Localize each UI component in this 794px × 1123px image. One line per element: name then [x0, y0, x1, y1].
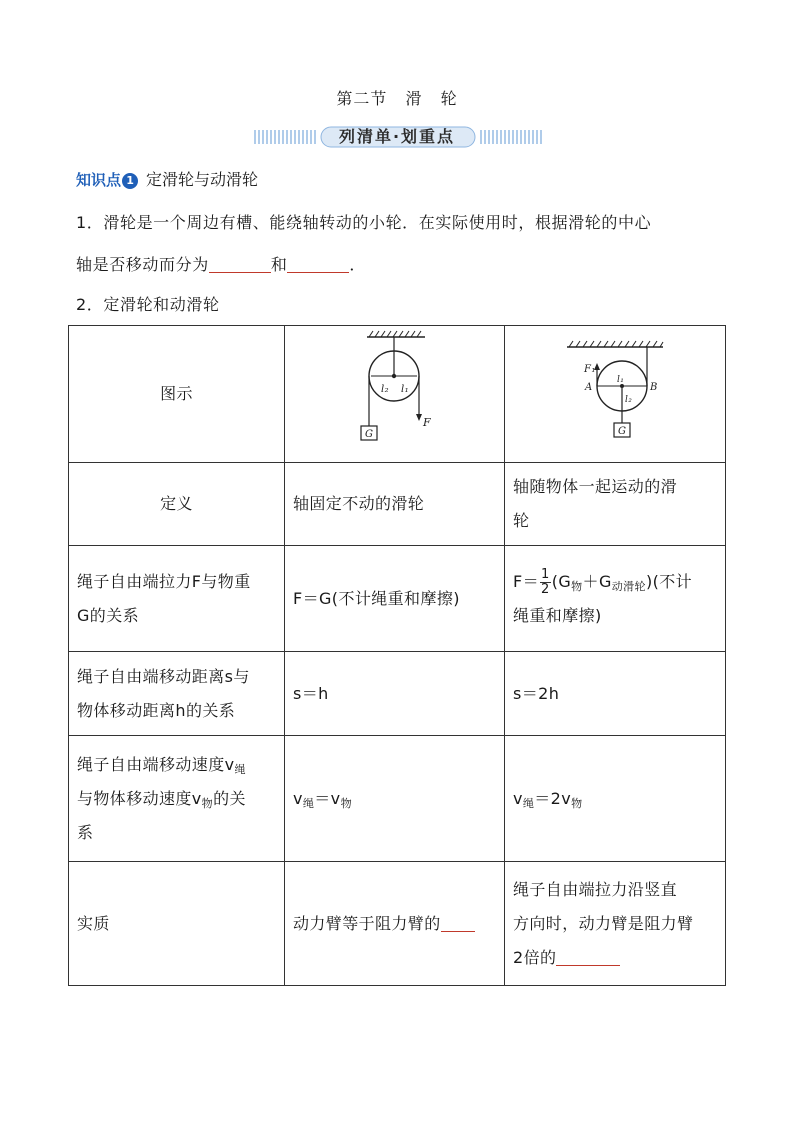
banner-label: 列清单·划重点 — [338, 127, 456, 146]
row-label-essence: 实质 — [69, 862, 285, 986]
essence-movable-line-1: 绳子自由端拉力沿竖直 — [513, 879, 678, 899]
speed-label-sub-object: 物 — [201, 796, 214, 810]
force-movable — [505, 546, 726, 652]
essence-movable-line-2: 方向时，动力臂是阻力臂 — [513, 913, 694, 933]
fixed-pulley-diagram-cell — [285, 326, 505, 463]
fixed-l2-label: l₂ — [381, 384, 390, 395]
paragraph-1-text-c: ． — [349, 255, 367, 274]
fixed-l1-label: l₁ — [401, 384, 410, 395]
row-label-speed — [69, 736, 285, 862]
force-formula-g-object: (G — [551, 571, 572, 591]
speed-label-text-3: 的关 — [213, 788, 246, 808]
paragraph-1-line-1: 1．滑轮是一个周边有槽、能绕轴转动的小轮．在实际使用时，根据滑轮的中心 — [76, 213, 652, 232]
movable-f1-label: F₁ — [584, 364, 596, 375]
table-row-speed — [69, 736, 726, 862]
table-row-definition — [69, 463, 726, 546]
movable-a-label: A — [585, 382, 593, 393]
movable-pulley-diagram — [505, 326, 725, 450]
knowledge-point-tag: 知识点 — [76, 171, 122, 189]
speed-label-text-2: 与物体移动速度v — [77, 788, 202, 808]
distance-label-line-2: 物体移动距离h的关系 — [77, 700, 236, 720]
knowledge-point-heading — [76, 169, 258, 191]
force-formula-g-pulley: ＋G — [582, 571, 612, 591]
essence-fixed-text: 动力臂等于阻力臂的 — [293, 913, 441, 933]
speed-fixed — [285, 736, 505, 862]
page-title — [0, 86, 794, 109]
force-movable-line-2: 绳重和摩擦) — [513, 605, 602, 625]
definition-movable — [505, 463, 726, 546]
section-label: 第二节 — [336, 89, 388, 108]
table-row-essence — [69, 862, 726, 986]
force-formula-prefix: F＝ — [513, 571, 540, 591]
speed-label-text-1: 绳子自由端移动速度v — [77, 754, 235, 774]
speed-label-line-3: 系 — [77, 822, 94, 842]
knowledge-point-number: 1 — [122, 173, 138, 189]
speed-fixed-v: v — [293, 788, 303, 808]
speed-movable-sub-object: 物 — [571, 796, 583, 810]
distance-movable: s＝2h — [505, 652, 726, 736]
table-row-distance — [69, 652, 726, 736]
force-label-line-2: G的关系 — [77, 605, 139, 625]
essence-movable — [505, 862, 726, 986]
distance-fixed: s＝h — [285, 652, 505, 736]
speed-movable-sub-rope: 绳 — [522, 796, 535, 810]
movable-l2-label: l₂ — [625, 395, 633, 405]
definition-fixed: 轴固定不动的滑轮 — [285, 463, 505, 546]
definition-movable-line-2: 轮 — [513, 511, 530, 530]
title-word-1: 滑 — [405, 89, 423, 108]
force-movable-line-1 — [513, 565, 717, 599]
essence-movable-text-3: 2倍的 — [513, 947, 557, 967]
speed-fixed-sub-rope: 绳 — [302, 796, 315, 810]
definition-movable-line-1: 轴随物体一起运动的滑 — [513, 477, 678, 496]
fill-blank-4[interactable] — [556, 947, 620, 966]
force-label-line-1: 绳子自由端拉力F与物重 — [77, 571, 251, 591]
pulley-comparison-table — [68, 325, 726, 986]
paragraph-1-line-2 — [76, 254, 366, 276]
paragraph-1-text-b: 和 — [270, 255, 288, 274]
speed-fixed-sub-object: 物 — [340, 796, 352, 810]
distance-label-line-1: 绳子自由端移动距离s与 — [77, 666, 250, 686]
row-label-force — [69, 546, 285, 652]
fixed-weight-label: G — [365, 429, 374, 440]
force-subscript-pulley: 动滑轮 — [611, 579, 646, 593]
fraction-one-half — [540, 568, 551, 597]
table-row-figure — [69, 326, 726, 463]
row-label-distance — [69, 652, 285, 736]
title-word-2: 轮 — [440, 89, 458, 108]
speed-movable — [505, 736, 726, 862]
row-label-figure: 图示 — [69, 326, 285, 463]
paragraph-2: 2．定滑轮和动滑轮 — [76, 295, 220, 314]
speed-fixed-eq: ＝v — [314, 788, 341, 808]
fixed-force-label: F — [423, 416, 432, 429]
fraction-numerator: 1 — [541, 566, 550, 582]
speed-label-sub-rope: 绳 — [234, 762, 246, 776]
speed-label-line-2 — [77, 782, 276, 816]
movable-weight-label: G — [618, 426, 627, 437]
fraction-denominator: 2 — [541, 581, 550, 597]
fill-blank-1[interactable] — [209, 254, 271, 273]
row-label-definition: 定义 — [69, 463, 285, 546]
knowledge-point-title: 定滑轮与动滑轮 — [146, 170, 259, 189]
movable-l1-label: l₁ — [617, 375, 625, 385]
speed-movable-v: v — [513, 788, 523, 808]
essence-fixed — [285, 862, 505, 986]
fixed-pulley-diagram — [285, 326, 504, 450]
fill-blank-2[interactable] — [287, 254, 349, 273]
speed-movable-eq: ＝2v — [534, 788, 572, 808]
fill-blank-3[interactable] — [441, 913, 475, 932]
force-fixed: F＝G(不计绳重和摩擦) — [285, 546, 505, 652]
movable-b-label: B — [650, 382, 658, 393]
speed-label-line-1 — [77, 748, 276, 782]
table-row-force — [69, 546, 726, 652]
essence-movable-line-3 — [513, 941, 717, 975]
force-formula-suffix: )(不计 — [645, 571, 693, 591]
movable-pulley-diagram-cell — [505, 326, 726, 463]
force-subscript-object: 物 — [571, 579, 583, 593]
paragraph-1-text-a: 轴是否移动而分为 — [76, 255, 209, 274]
